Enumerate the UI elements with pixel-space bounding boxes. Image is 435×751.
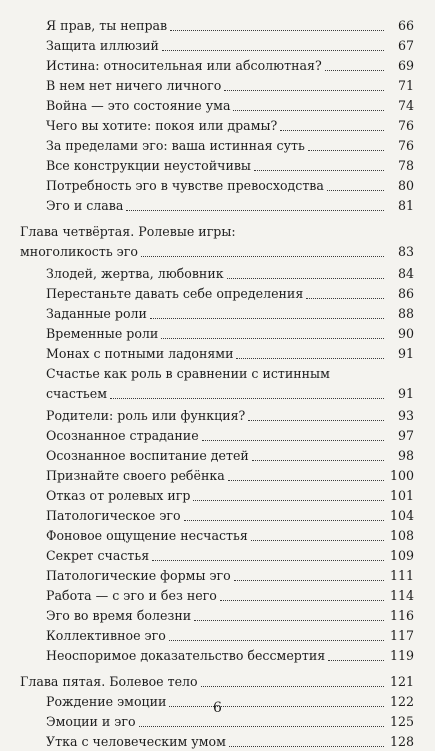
dot-leader bbox=[328, 660, 384, 661]
toc-entry-page: 119 bbox=[389, 648, 414, 663]
toc-entry-page: 78 bbox=[397, 158, 414, 173]
dot-leader bbox=[184, 520, 384, 521]
toc-entry-page: 114 bbox=[389, 588, 414, 603]
toc-entry bbox=[0, 427, 435, 445]
toc-entry-title: Заданные роли bbox=[46, 306, 147, 321]
dot-leader bbox=[220, 600, 384, 601]
toc-entry-page: 116 bbox=[389, 608, 414, 623]
toc-entry-title: Фоновое ощущение несчастья bbox=[46, 528, 248, 543]
toc-entry bbox=[0, 57, 435, 75]
toc-entry bbox=[0, 567, 435, 585]
dot-leader bbox=[201, 686, 384, 687]
toc-entry-title: Осознанное воспитание детей bbox=[46, 448, 249, 463]
toc-entry-title: Счастье как роль в сравнении с истинным bbox=[46, 366, 330, 381]
toc-entry-page: 109 bbox=[389, 548, 414, 563]
toc-entry-title: Эго и слава bbox=[46, 198, 124, 213]
toc-entry-title: Утка с человеческим умом bbox=[46, 734, 226, 749]
toc-entry-page: 108 bbox=[389, 528, 414, 543]
toc-entry bbox=[0, 177, 435, 195]
toc-entry-title: Временные роли bbox=[46, 326, 159, 341]
toc-entry bbox=[0, 673, 435, 691]
toc-entry-title: Признайте своего ребёнка bbox=[46, 468, 225, 483]
toc-entry-title: Коллективное эго bbox=[46, 628, 166, 643]
dot-leader bbox=[139, 726, 384, 727]
dot-leader bbox=[110, 398, 384, 399]
toc-entry-page: 67 bbox=[397, 38, 414, 53]
toc-entry bbox=[0, 305, 435, 323]
toc-entry-page: 81 bbox=[397, 198, 414, 213]
dot-leader bbox=[202, 440, 384, 441]
toc-entry bbox=[0, 285, 435, 303]
toc-entry-page: 93 bbox=[397, 408, 414, 423]
dot-leader bbox=[162, 50, 384, 51]
dot-leader bbox=[251, 540, 384, 541]
dot-leader bbox=[325, 70, 384, 71]
dot-leader bbox=[170, 30, 384, 31]
toc-entry bbox=[0, 345, 435, 363]
toc-entry-title: Глава четвёртая. Ролевые игры: bbox=[20, 224, 236, 239]
toc-entry-page: 125 bbox=[389, 714, 414, 729]
dot-leader bbox=[233, 110, 384, 111]
toc-entry-page: 66 bbox=[397, 18, 414, 33]
toc-entry bbox=[0, 627, 435, 645]
toc-entry-title: Патологическое эго bbox=[46, 508, 181, 523]
toc-entry-page: 91 bbox=[397, 386, 414, 401]
toc-entry-page: 101 bbox=[389, 488, 414, 503]
toc-entry bbox=[0, 467, 435, 485]
dot-leader bbox=[193, 500, 384, 501]
toc-entry-page: 91 bbox=[397, 346, 414, 361]
toc-entry bbox=[0, 197, 435, 215]
toc-entry-title: Работа — с эго и без него bbox=[46, 588, 217, 603]
dot-leader bbox=[227, 278, 384, 279]
dot-leader bbox=[327, 190, 384, 191]
dot-leader bbox=[229, 746, 384, 747]
toc-entry bbox=[0, 733, 435, 751]
toc-entry bbox=[0, 587, 435, 605]
toc-entry-page: 80 bbox=[397, 178, 414, 193]
dot-leader bbox=[228, 480, 384, 481]
toc-entry bbox=[0, 365, 435, 383]
toc-entry-page: 122 bbox=[389, 694, 414, 709]
toc-entry-title: Отказ от ролевых игр bbox=[46, 488, 191, 503]
toc-entry-page: 100 bbox=[389, 468, 414, 483]
toc-entry-title: Я прав, ты неправ bbox=[46, 18, 168, 33]
toc-entry-title: Эмоции и эго bbox=[46, 714, 136, 729]
dot-leader bbox=[252, 460, 384, 461]
dot-leader bbox=[308, 150, 384, 151]
toc-entry-page: 84 bbox=[397, 266, 414, 281]
toc-entry bbox=[0, 507, 435, 525]
toc-entry-title: Неоспоримое доказательство бессмертия bbox=[46, 648, 326, 663]
dot-leader bbox=[126, 210, 384, 211]
toc-entry-title: Патологические формы эго bbox=[46, 568, 231, 583]
toc-entry-title: Истина: относительная или абсолютная? bbox=[46, 58, 322, 73]
toc-entry bbox=[0, 647, 435, 665]
toc-entry-title: Глава пятая. Болевое тело bbox=[20, 674, 198, 689]
toc-entry-title: Рождение эмоции bbox=[46, 694, 167, 709]
toc-entry-page: 128 bbox=[389, 734, 414, 749]
toc-entry-page: 74 bbox=[397, 98, 414, 113]
toc-entry-page: 88 bbox=[397, 306, 414, 321]
dot-leader bbox=[254, 170, 384, 171]
toc-entry-title: За пределами эго: ваша истинная суть bbox=[46, 138, 305, 153]
toc-entry-title: Чего вы хотите: покоя или драмы? bbox=[46, 118, 278, 133]
toc-entry bbox=[0, 527, 435, 545]
dot-leader bbox=[161, 338, 384, 339]
toc-entry bbox=[0, 607, 435, 625]
toc-entry-title: Родители: роль или функция? bbox=[46, 408, 246, 423]
toc-entry-page: 83 bbox=[397, 244, 414, 259]
dot-leader bbox=[224, 90, 384, 91]
toc-entry bbox=[0, 17, 435, 35]
dot-leader bbox=[150, 318, 384, 319]
toc-entry-title: многоликость эго bbox=[20, 244, 138, 259]
toc-entry-title: Защита иллюзий bbox=[46, 38, 159, 53]
toc-entry bbox=[0, 117, 435, 135]
toc-entry bbox=[0, 265, 435, 283]
toc-entry bbox=[0, 157, 435, 175]
dot-leader bbox=[236, 358, 384, 359]
dot-leader bbox=[152, 560, 384, 561]
toc-entry-title: В нем нет ничего личного bbox=[46, 78, 222, 93]
toc-entry bbox=[0, 97, 435, 115]
toc-entry bbox=[0, 385, 435, 403]
toc-entry-title: счастьем bbox=[46, 386, 108, 401]
toc-entry bbox=[0, 407, 435, 425]
toc-entry bbox=[0, 223, 435, 241]
toc-entry-page: 111 bbox=[389, 568, 414, 583]
toc-entry bbox=[0, 77, 435, 95]
toc-entry-page: 76 bbox=[397, 118, 414, 133]
toc-entry-page: 104 bbox=[389, 508, 414, 523]
dot-leader bbox=[169, 640, 384, 641]
toc-entry-title: Эго во время болезни bbox=[46, 608, 192, 623]
dot-leader bbox=[141, 256, 384, 257]
toc-entry-page: 90 bbox=[397, 326, 414, 341]
toc-entry-page: 71 bbox=[397, 78, 414, 93]
toc-entry-page: 86 bbox=[397, 286, 414, 301]
toc-entry bbox=[0, 547, 435, 565]
toc-entry bbox=[0, 243, 435, 261]
toc-entry-page: 97 bbox=[397, 428, 414, 443]
toc-entry bbox=[0, 325, 435, 343]
dot-leader bbox=[194, 620, 384, 621]
toc-entry-title: Злодей, жертва, любовник bbox=[46, 266, 224, 281]
toc-entry bbox=[0, 137, 435, 155]
toc-entry bbox=[0, 487, 435, 505]
toc-entry bbox=[0, 447, 435, 465]
toc-entry-page: 76 bbox=[397, 138, 414, 153]
toc-entry-title: Все конструкции неустойчивы bbox=[46, 158, 251, 173]
toc-entry-title: Монах с потными ладонями bbox=[46, 346, 234, 361]
toc-entry-title: Потребность эго в чувстве превосходства bbox=[46, 178, 324, 193]
dot-leader bbox=[234, 580, 384, 581]
toc-entry-title: Война — это состояние ума bbox=[46, 98, 231, 113]
toc-entry-page: 117 bbox=[389, 628, 414, 643]
dot-leader bbox=[248, 420, 384, 421]
dot-leader bbox=[280, 130, 384, 131]
toc-entry-title: Секрет счастья bbox=[46, 548, 150, 563]
page-number: 6 bbox=[213, 700, 222, 716]
toc-entry-title: Осознанное страдание bbox=[46, 428, 199, 443]
dot-leader bbox=[306, 298, 384, 299]
toc-entry-title: Перестаньте давать себе определения bbox=[46, 286, 304, 301]
toc-entry bbox=[0, 37, 435, 55]
toc-entry-page: 69 bbox=[397, 58, 414, 73]
toc-entry-page: 98 bbox=[397, 448, 414, 463]
toc-entry-page: 121 bbox=[389, 674, 414, 689]
